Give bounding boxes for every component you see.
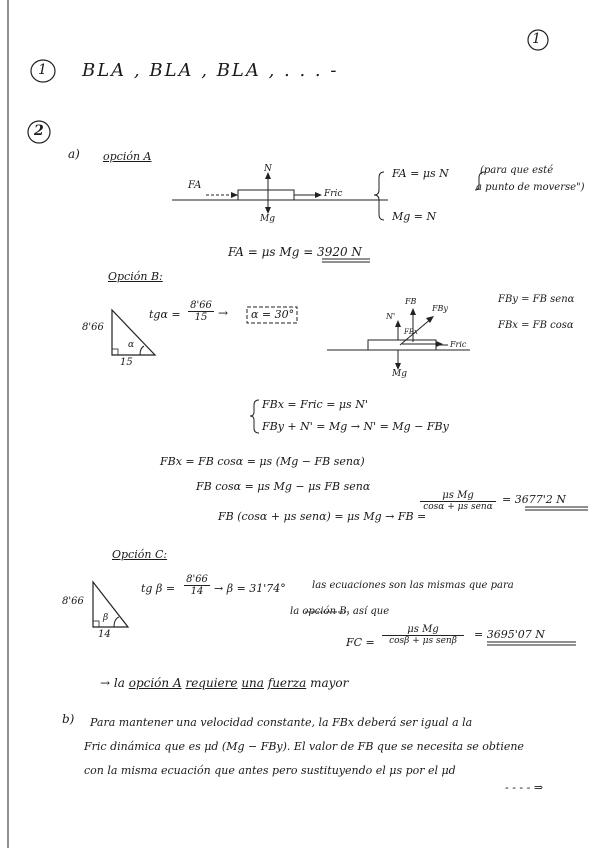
option-c-fc-den: cosβ + μs senβ bbox=[389, 636, 457, 646]
part-a-label: a) bbox=[68, 147, 80, 161]
option-c-text-2: la opción B, así que bbox=[290, 606, 390, 617]
option-b-side-horizontal: 15 bbox=[120, 357, 133, 368]
option-c-triangle bbox=[93, 582, 128, 627]
option-c-tan-num: 8'66 bbox=[184, 574, 210, 586]
option-b-fb-den: cosα + μs senα bbox=[423, 502, 493, 512]
option-c-fc-lhs: FC = bbox=[346, 636, 375, 649]
conclusion-line bbox=[100, 676, 348, 690]
option-b-tan-arrow: → bbox=[218, 306, 229, 320]
conclusion-word-4: una bbox=[241, 676, 264, 690]
option-c-side-horizontal: 14 bbox=[98, 629, 111, 640]
conclusion-arrow: → bbox=[100, 676, 111, 690]
option-b-line-2: FB cosα = μs Mg − μs FB senα bbox=[196, 480, 371, 493]
option-c-tan-den: 14 bbox=[190, 586, 204, 597]
problem2-number: 2 bbox=[34, 123, 44, 139]
part-b-line-2: Fric dinámica que es μd (Mg − FBy). El valor de FB que se necesita se obtiene bbox=[84, 740, 524, 753]
option-b-tan-fraction bbox=[188, 300, 214, 323]
part-b-line-1: Para mantener una velocidad constante, la FBx deberá ser igual a la bbox=[90, 716, 473, 729]
option-a-eq2: Mg = N bbox=[392, 210, 437, 223]
option-a-note-2: a punto de moverse") bbox=[476, 182, 585, 193]
option-b-side-vertical: 8'66 bbox=[82, 322, 104, 333]
option-b-diag-fby: FBy bbox=[432, 304, 448, 313]
option-c-tan-lhs: tg β = bbox=[141, 582, 176, 595]
option-b-tan-result: α = 30° bbox=[251, 308, 295, 321]
option-a-note-1: (para que esté bbox=[480, 165, 554, 176]
option-b-diag-fbx: FBx bbox=[404, 328, 418, 336]
option-b-system-2: FBy + N' = Mg → N' = Mg − FBy bbox=[262, 420, 449, 433]
option-b-tan-num: 8'66 bbox=[188, 300, 214, 312]
conclusion-word-3: requiere bbox=[185, 676, 238, 690]
option-a-result: FA = μs Mg = 3920 N bbox=[228, 245, 362, 259]
option-c-tan-result: → β = 31'74° bbox=[214, 582, 286, 595]
option-b-fb-result: = 3677'2 N bbox=[502, 493, 566, 506]
option-a-heading: opción A bbox=[103, 150, 152, 163]
option-b-diag-mg: Mg bbox=[392, 369, 407, 379]
option-b-angle: α bbox=[128, 340, 135, 350]
option-c-side-vertical: 8'66 bbox=[62, 596, 84, 607]
page-number: 1 bbox=[532, 31, 541, 47]
option-c-text-1: las ecuaciones son las mismas que para bbox=[312, 580, 514, 591]
option-b-fb-fraction bbox=[420, 490, 496, 512]
option-b-line-1: FBx = FB cosα = μs (Mg − FB senα) bbox=[160, 455, 365, 468]
option-b-system-1: FBx = Fric = μs N' bbox=[262, 398, 368, 411]
option-b-tan-lhs: tgα = bbox=[149, 308, 181, 321]
part-b-continue-arrow: - - - - ⇒ bbox=[505, 781, 544, 794]
part-b-line-3: con la misma ecuación que antes pero sustituyendo el μs por el μd bbox=[84, 764, 456, 777]
conclusion-word-1: la bbox=[113, 676, 125, 690]
option-c-angle: β bbox=[103, 613, 109, 623]
conclusion-word-2: opción A bbox=[128, 676, 182, 690]
problem1-title: BLA , BLA , BLA , . . . - bbox=[82, 60, 339, 81]
option-c-fc-num: μs Mg bbox=[382, 624, 464, 636]
option-a-fric-label: Fric bbox=[324, 189, 343, 199]
option-b-line-3: FB (cosα + μs senα) = μs Mg → FB = bbox=[218, 510, 427, 523]
option-c-fc-result: = 3695'07 N bbox=[474, 628, 545, 641]
option-b-tan-den: 15 bbox=[194, 312, 208, 323]
option-b-comp-x: FBx = FB cosα bbox=[498, 320, 574, 331]
option-b-comp-y: FBy = FB senα bbox=[498, 294, 575, 305]
problem1-number: 1 bbox=[38, 62, 47, 78]
part-b-label: b) bbox=[62, 712, 75, 726]
option-a-mg-label: Mg bbox=[260, 214, 275, 224]
option-b-heading: Opción B: bbox=[108, 270, 163, 283]
option-b-diag-n: N' bbox=[386, 312, 396, 321]
conclusion-word-5: fuerza bbox=[267, 676, 307, 690]
conclusion-word-6: mayor bbox=[310, 676, 349, 690]
option-a-n-label: N bbox=[264, 164, 272, 174]
option-b-diag-fric: Fric bbox=[450, 340, 467, 349]
option-b-fb-num: μs Mg bbox=[420, 490, 496, 502]
option-a-eq1: FA = μs N bbox=[392, 167, 449, 180]
option-c-fc-fraction bbox=[382, 624, 464, 646]
option-c-heading: Opción C: bbox=[112, 548, 168, 561]
option-c-tan-fraction bbox=[184, 574, 210, 597]
option-b-diag-fb: FB bbox=[405, 297, 417, 306]
option-b-diagram bbox=[327, 308, 470, 370]
option-a-fa-label: FA bbox=[188, 180, 202, 191]
